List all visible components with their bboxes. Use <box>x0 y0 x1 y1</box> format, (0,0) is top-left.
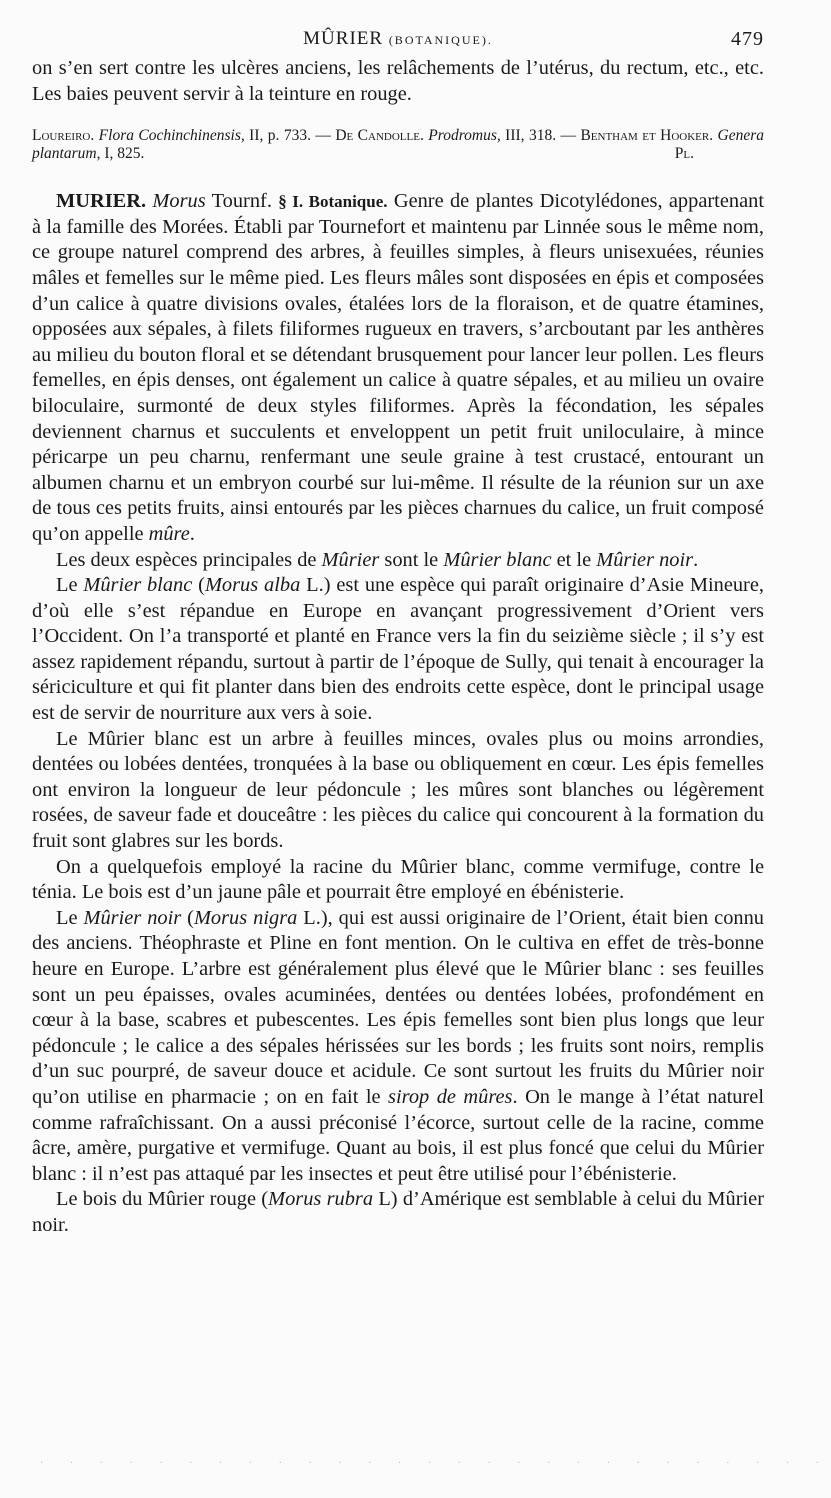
text: L.), qui est aussi originaire de l’Orient, était bien connu des anciens. Théophraste et Pline en font mention. On le cultiva en effet de très-bonne heure en Europe. L’arbre est généralement plus élevé que le Mûrier blanc : ses feuilles sont un peu épaisses, ovales acuminées, dentées ou dentées lobées, profondément en cœur à la base, scabres et pubescentes. Les épis femelles sont bien plus longs que leur pédoncule ; le calice a des sépales hérissées sur les bords ; les fruits sont noirs, remplis d’un suc pourpré, de saveur douce et acidule. Ce sont surtout les fruits du Mûrier noir qu’on utilise en pharmacie ; on en fait le <box>32 906 765 1108</box>
italic-term: Morus alba <box>204 574 301 597</box>
genus-name: Morus <box>152 190 206 213</box>
text: Le bois du Mûrier rouge ( <box>56 1188 269 1211</box>
italic-term: Morus nigra <box>193 906 298 929</box>
article-paragraph-5: On a quelquefois employé la racine du Mûrier blanc, comme vermifuge, contre le ténia. Le bois est d’un jaune pâle et pourrait être employé en ébénisterie. <box>32 855 764 904</box>
text: Les deux espèces principales de <box>56 548 322 571</box>
section-heading: § I. Botanique. <box>278 192 388 212</box>
signature: Pl. <box>674 145 694 163</box>
text: Le <box>56 574 84 597</box>
ref-author: De Candolle. <box>335 127 424 145</box>
italic-term: sirop de mûres <box>388 1085 513 1108</box>
text: sont le <box>379 548 444 571</box>
references <box>32 127 764 163</box>
ref-work: Prodromus, <box>428 127 501 145</box>
header-word: MÛRIER <box>303 28 384 49</box>
page-number: 479 <box>731 28 764 50</box>
article-paragraph-3 <box>32 573 764 727</box>
text: . On le mange à l’état naturel comme rafraîchissant. On a aussi préconisé l’écorce, surtout celle de la racine, comme âcre, amère, purgative et vermifuge. Quant au bois, il est plus foncé que celui du Mûrier blanc : il n’est pas attaqué par les insectes et peut être utilisé pour l’ébénisterie. <box>32 1085 764 1185</box>
ref-work: Flora Cochinchinensis, <box>98 127 245 145</box>
italic-term: Morus rubra <box>268 1188 374 1211</box>
article-paragraph-7 <box>32 1187 764 1238</box>
italic-term: Mûrier noir <box>83 906 182 929</box>
page <box>32 28 764 1239</box>
intro-paragraph: on s’en sert contre les ulcères anciens, les relâchements de l’utérus, du rectum, etc., etc. Les baies peuvent servir à la teinture en rouge. <box>32 57 764 105</box>
ref-author: Loureiro. <box>32 127 95 145</box>
article-paragraph-2: Les deux espèces principales de Mûrier sont le Mûrier blanc et le Mûrier noir. <box>56 548 699 571</box>
italic-term: Mûrier blanc <box>83 574 193 597</box>
italic-term: Mûrier noir <box>596 548 694 571</box>
text: ( <box>181 906 194 929</box>
ref-author: Bentham et Hooker. <box>580 127 714 145</box>
ref-location: III, 318. — <box>500 127 581 145</box>
header-subtitle: (BOTANIQUE). <box>388 33 493 47</box>
term-mure: mûre <box>148 522 190 545</box>
genus-author: Tournf. <box>205 190 279 213</box>
italic-term: Mûrier blanc <box>443 548 552 571</box>
header-title <box>32 28 764 50</box>
paragraph-text: Genre de plantes Dicotylédones, appartenant à la famille des Morées. Établi par Tournefort et maintenu par Linnée sous le même nom, ce groupe naturel comprend des arbres, à feuilles simples, à fleurs unisexuées, réunies mâles et femelles sur le même pied. Les fleurs mâles sont disposées en épis et composées d’un calice à quatre divisions ovales, étalées lors de la floraison, et de quatre étamines, opposées aux sépales, à filets filiformes rugueux en travers, s’arcboutant par les anthères au milieu du bouton floral et se détendant brusquement pour lancer leur pollen. Les fleurs femelles, en épis denses, ont également un calice à quatre sépales, et au milieu un ovaire biloculaire, surmonté de deux styles filiformes. Après la fécondation, les sépales deviennent charnus et succulents et enveloppent un petit fruit uniloculaire, à mince péricarpe un peu charnu, renfermant une seule graine à test crustacé, entourant un albumen charnu et un embryon courbé sur lui-même. Il résulte de la réunion sur un axe de tous ces petits fruits, ainsi entourés par les pièces charnues du calice, un fruit composé qu’on appelle <box>32 190 764 545</box>
text: ( <box>192 574 205 597</box>
text: L) d’Amérique est semblable à celui du Mûrier noir. <box>32 1188 764 1236</box>
ref-location: I, 825. <box>100 145 145 163</box>
article-paragraph-6 <box>32 906 764 1188</box>
running-header <box>32 28 764 56</box>
article-paragraph-1: MURIER. Morus Tournf. § I. Botanique. Genre de plantes Dicotylédones, appartenant à la famille des Morées. Établi par Tournefort et maintenu par Linnée sous le même nom, ce groupe naturel comprend des arbres, à feuilles simples, à fleurs unisexuées, réunies mâles et femelles sur le même pied. Les fleurs mâles sont disposées en épis et composées d’un calice à quatre divisions ovales, étalées lors de la floraison, et de quatre étamines, opposées aux sépales, à filets filiformes rugueux en travers, s’arcboutant par les anthères au milieu du bouton floral et se détendant brusquement pour lancer leur pollen. Les fleurs femelles, en épis denses, ont également un calice à quatre sépales, et au milieu un ovaire biloculaire, surmonté de deux styles filiformes. Après la fécondation, les sépales deviennent charnus et succulents et enveloppent un petit fruit uniloculaire, à mince péricarpe un peu charnu, renfermant une seule graine à test crustacé, entourant un albumen charnu et un embryon courbé sur lui-même. Il résulte de la réunion sur un axe de tous ces petits fruits, ainsi entourés par les pièces charnues du calice, un fruit composé qu’on appelle mûre. <box>32 190 764 545</box>
ref-location: II, p. 733. — <box>244 127 336 145</box>
article-paragraph-4: Le Mûrier blanc est un arbre à feuilles minces, ovales plus ou moins arrondies, dentées ou lobées dentées, tronquées à la base ou obliquement en cœur. Les épis femelles ont environ la longueur de leur pédoncule ; les mûres sont blanches ou légèrement rosées, de saveur fade et douceâtre : les pièces du calice qui concourent à la formation du fruit sont glabres sur les bords. <box>32 727 764 853</box>
bleed-through-marks: · · · · · · · · · · · · · · · · · · · · · · · · · · · <box>40 1458 831 1469</box>
text: Le <box>56 906 84 929</box>
italic-term: Mûrier <box>321 548 380 571</box>
text: et le <box>551 548 597 571</box>
headword: MURIER. <box>56 190 147 213</box>
ref-work: Genera plantarum, <box>32 127 765 163</box>
text: L.) est une espèce qui paraît originaire d’Asie Mineure, d’où elle s’est répandue en Europe en avançant progressivement d’Orient vers l’Occident. On l’a transporté et planté en France vers la fin du seizième siècle ; il s’y est assez rapidement répandu, surtout à partir de l’époque de Sully, qui tenait à encourager la sériciculture et qui fit planter dans bien des endroits cette espèce, dont le principal usage est de servir de nourriture aux vers à soie. <box>32 574 764 725</box>
